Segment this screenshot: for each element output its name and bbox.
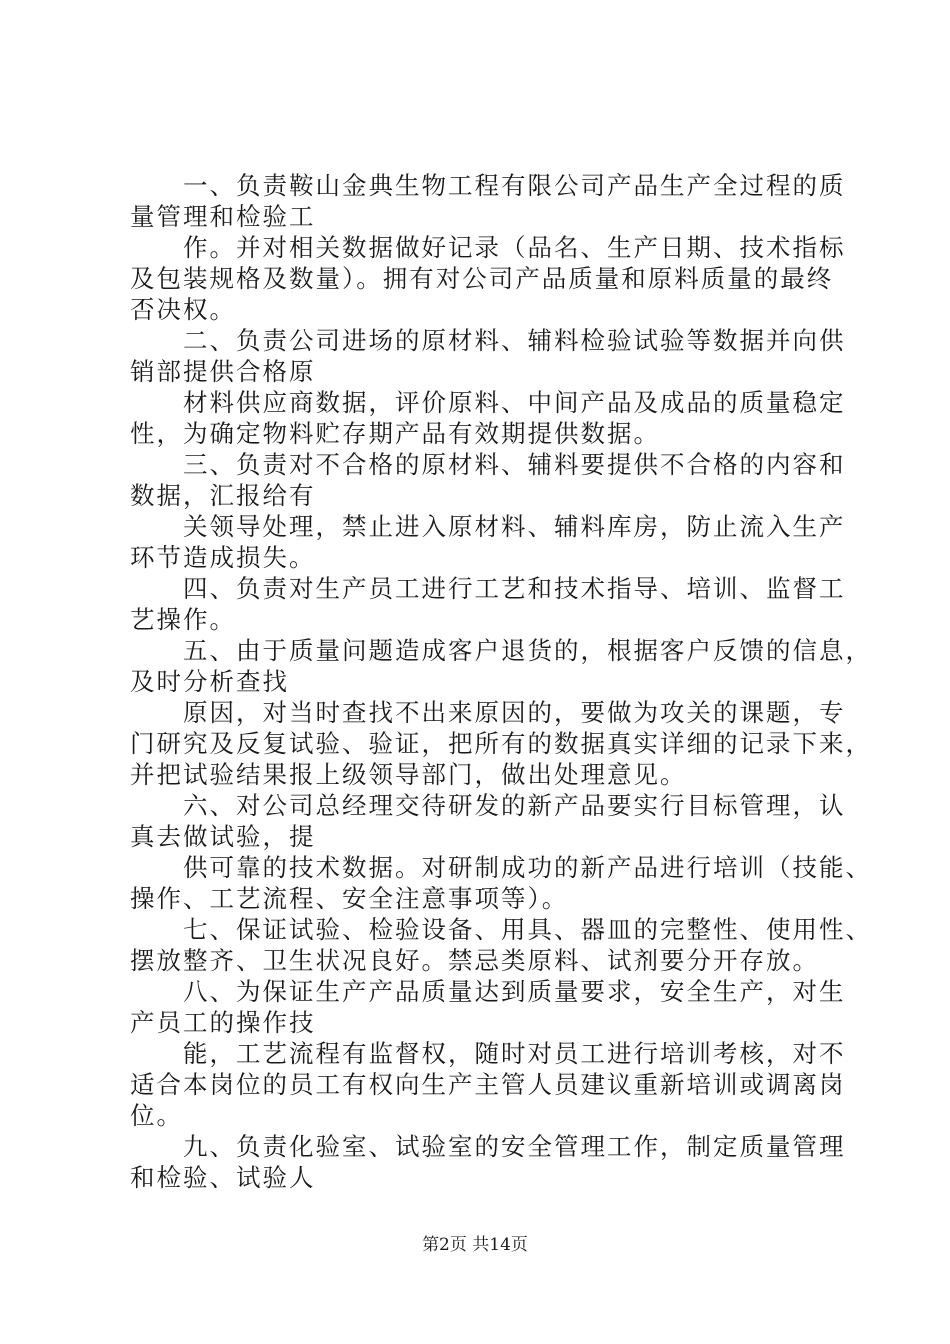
text-line: 关领导处理，禁止进入原材料、辅料库房，防止流入生产 xyxy=(130,512,846,541)
text-line: 操作、工艺流程、安全注意事项等）。 xyxy=(130,884,569,913)
text-line: 产员工的操作技 xyxy=(130,1008,316,1037)
text-line: 和检验、试验人 xyxy=(130,1163,316,1192)
text-line: 量管理和检验工 xyxy=(130,202,316,231)
document-body xyxy=(130,170,872,1193)
text-line: 否决权。 xyxy=(130,295,236,324)
page-footer: 第2页 共14页 xyxy=(422,1235,528,1255)
text-line: 原因，对当时查找不出来原因的，要做为攻关的课题，专 xyxy=(130,698,846,727)
text-line: 二、负责公司进场的原材料、辅料检验试验等数据并向供 xyxy=(130,326,846,355)
text-line: 环节造成损失。 xyxy=(130,543,316,572)
text-line: 五、由于质量问题造成客户退货的，根据客户反馈的信息， xyxy=(130,636,872,665)
text-line: 性，为确定物料贮存期产品有效期提供数据。 xyxy=(130,419,660,448)
text-line: 数据，汇报给有 xyxy=(130,481,316,510)
text-line: 能，工艺流程有监督权，随时对员工进行培训考核，对不 xyxy=(130,1039,846,1068)
text-line: 及包装规格及数量）。拥有对公司产品质量和原料质量的最终 xyxy=(130,264,834,293)
text-line: 六、对公司总经理交待研发的新产品要实行目标管理，认 xyxy=(130,791,846,820)
text-line: 及时分析查找 xyxy=(130,667,289,696)
text-line: 作。并对相关数据做好记录（品名、生产日期、技术指标 xyxy=(130,233,846,262)
text-line: 七、保证试验、检验设备、用具、器皿的完整性、使用性、 xyxy=(130,915,872,944)
text-line: 三、负责对不合格的原材料、辅料要提供不合格的内容和 xyxy=(130,450,846,479)
text-line: 材料供应商数据，评价原料、中间产品及成品的质量稳定 xyxy=(130,388,846,417)
text-line: 九、负责化验室、试验室的安全管理工作，制定质量管理 xyxy=(130,1132,846,1161)
text-line: 并把试验结果报上级领导部门，做出处理意见。 xyxy=(130,760,687,789)
text-line: 供可靠的技术数据。对研制成功的新产品进行培训（技能、 xyxy=(130,853,872,882)
text-line: 门研究及反复试验、验证，把所有的数据真实详细的记录下来， xyxy=(130,729,872,758)
text-line: 艺操作。 xyxy=(130,605,236,634)
text-line: 摆放整齐、卫生状况良好。禁忌类原料、试剂要分开存放。 xyxy=(130,946,819,975)
text-line: 适合本岗位的员工有权向生产主管人员建议重新培训或调离岗 xyxy=(130,1070,846,1099)
text-line: 一、负责鞍山金典生物工程有限公司产品生产全过程的质 xyxy=(130,171,846,200)
text-line: 八、为保证生产产品质量达到质量要求，安全生产，对生 xyxy=(130,977,846,1006)
text-line: 四、负责对生产员工进行工艺和技术指导、培训、监督工 xyxy=(130,574,846,603)
text-line: 位。 xyxy=(130,1101,183,1130)
text-line: 销部提供合格原 xyxy=(130,357,316,386)
text-line: 真去做试验，提 xyxy=(130,822,316,851)
